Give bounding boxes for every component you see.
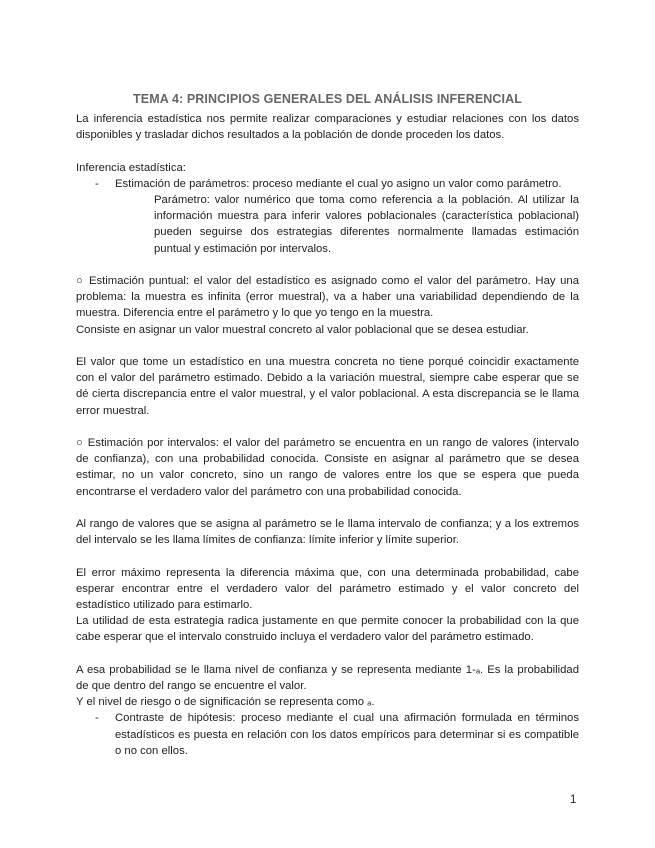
spacer (76, 646, 579, 662)
page-title: TEMA 4: PRINCIPIOS GENERALES DEL ANÁLISIS INFERENCIAL (133, 92, 522, 106)
parameter-definition: Parámetro: valor numérico que toma como referencia a la población. Al utilizar la información muestra para inferir valores poblacionales (característica poblacional) pueden seguirse dos estrategias diferentes normalmente llamadas estimación puntual y estimación por intervalos. (154, 194, 579, 255)
spacer (76, 338, 579, 354)
punctual-estimation-paragraph: ○ Estimación puntual: el valor del estadístico es asignado como el valor del parámetro. Hay una problema: la muestra es infinita (error muestral), va a haber una variabilidad dependiendo de la muestra. Diferencia entre el parámetro y lo que yo tengo en la muestra. (76, 275, 579, 320)
bullet-estimation (76, 176, 579, 192)
section-label: Inferencia estadística: (76, 161, 186, 174)
bullet-hypothesis-testing-text: Contraste de hipótesis: proceso mediante el cual una afirmación formulada en términos estadísticos es puesta en relación con los datos empíricos para determinar si es compatible o no con ellos. (115, 712, 579, 757)
confidence-interval-paragraph: Al rango de valores que se asigna al parámetro se le llama intervalo de confianza; y a los extremos del intervalo se les llama límites de confianza: límite inferior y límite superior. (76, 518, 579, 547)
bullet-dash: - (95, 712, 99, 725)
intro-paragraph: La inferencia estadística nos permite realizar comparaciones y estudiar relaciones con los datos disponibles y trasladar dichos resultados a la población de donde proceden los datos. (76, 113, 579, 142)
confidence-level-paragraph: A esa probabilidad se le llama nivel de confianza y se representa mediante 1-ₐ. Es la probabilidad de que dentro del rango se encuentre el valor. (76, 663, 579, 692)
sampling-error-paragraph: El valor que tome un estadístico en una muestra concreta no tiene porqué coincidir exactamente con el valor del parámetro estimado. Debido a la variación muestral, siempre cabe esperar que se dé cierta discrepancia entre el valor muestral, y el valor poblacional. A esta discrepancia se le llama error muestral. (76, 356, 579, 417)
strategy-utility-paragraph: La utilidad de esta estrategia radica justamente en que permite conocer la probabilidad con la que cabe esperar que el intervalo construido incluya el verdadero valor del parámetro estimado. (76, 615, 579, 644)
bullet-estimation-text: Estimación de parámetros: proceso mediante el cual yo asigno un valor como parámetro. (115, 177, 562, 190)
max-error-paragraph: El error máximo representa la diferencia máxima que, con una determinada probabilidad, cabe esperar encontrar entre el verdadero valor del parámetro estimado y el valor concreto del estadístico utilizado para estimarlo. (76, 566, 579, 611)
bullet-hypothesis-testing (76, 710, 579, 759)
page-number: 1 (570, 794, 577, 806)
spacer (76, 500, 579, 516)
interval-estimation-paragraph: ○ Estimación por intervalos: el valor del parámetro se encuentra en un rango de valores (intervalo de confianza), con una probabilidad conocida. Consiste en asignar al parámetro que se desea estimar, no un valor concreto, sino un rango de valores entre los que se espera que pueda encontrarse el verdadero valor del parámetro con una probabilidad conocida. (76, 437, 579, 498)
spacer (76, 143, 579, 159)
spacer (76, 257, 579, 273)
document-body (76, 111, 579, 759)
spacer (76, 548, 579, 564)
spacer (76, 419, 579, 435)
significance-level-paragraph: Y el nivel de riesgo o de significación se representa como ₐ. (76, 696, 375, 709)
punctual-estimation-definition: Consiste en asignar un valor muestral concreto al valor poblacional que se desea estudiar. (76, 323, 529, 336)
bullet-dash: - (95, 177, 99, 190)
